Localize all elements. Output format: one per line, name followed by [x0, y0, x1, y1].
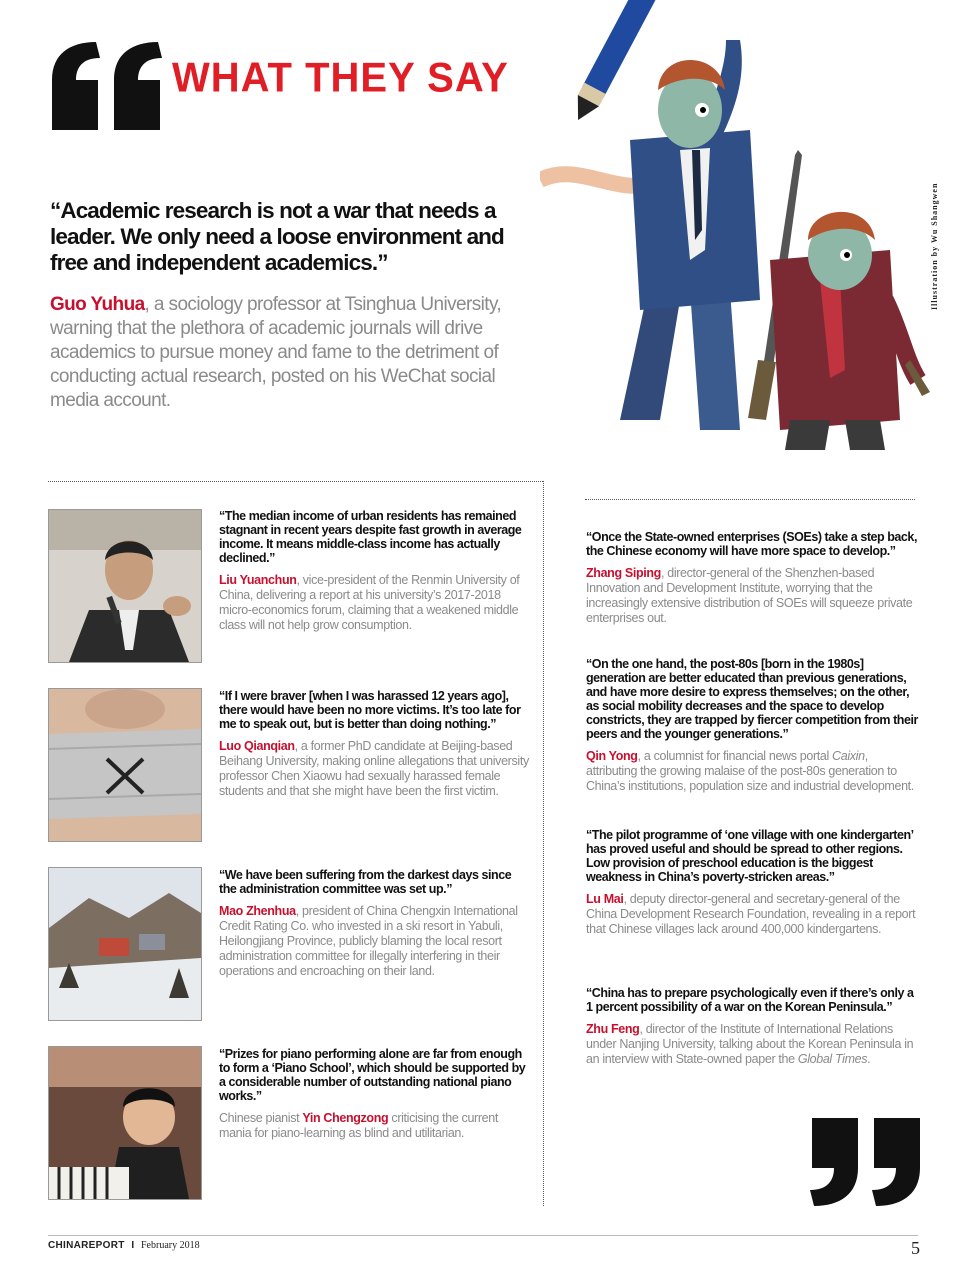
illustration — [540, 0, 940, 450]
footer-rule — [48, 1235, 918, 1236]
divider-column — [543, 481, 544, 1206]
footer-date: February 2018 — [140, 1240, 200, 1251]
right-item-quote: “Once the State-owned enterprises (SOEs) take a step back, the Chinese economy will have more space to develop.” — [586, 530, 917, 558]
left-item — [219, 868, 531, 979]
footer — [48, 1240, 200, 1251]
right-item-attribution: Zhu Feng, director of the Institute of International Relations under Nanjing University, talking about the Korean Peninsula in an interview with State-owned paper the Global Times. — [586, 1022, 914, 1066]
divider-left — [48, 481, 543, 482]
page-number: 5 — [911, 1238, 920, 1258]
illustration-credit: Illustration by Wu Shangwen — [930, 182, 939, 310]
right-item — [586, 657, 921, 794]
left-item-attribution: Luo Qianqian, a former PhD candidate at Beijing-based Beihang University, making online allegations that university professor Chen Xiaowu had sexually harassed female students and that she might have been the first victim. — [219, 739, 529, 798]
right-item-attribution: Lu Mai, deputy director-general and secretary-general of the China Development Research Foundation, revealing in a report that Chinese villages lack around 400,000 kindergartens. — [586, 892, 916, 936]
right-item — [586, 986, 921, 1067]
right-item — [586, 828, 921, 937]
left-item — [219, 1047, 531, 1141]
left-item-quote: “The median income of urban residents has remained stagnant in recent years despite fast growth in average income. It means middle-class income has actually declined.” — [219, 509, 522, 565]
left-item-quote: “Prizes for piano performing alone are far from enough to form a ‘Piano School’, which should be supported by a considerable number of outstanding national piano works.” — [219, 1047, 526, 1103]
right-item-quote: “On the one hand, the post-80s [born in the 1980s] generation are better educated than previous generations, and have more desire to express themselves; on the other, as social mobility decreases and the space to develop constricts, they are trapped by fiercer competition from their peers and the younger generations.” — [586, 657, 918, 741]
divider-right — [585, 499, 915, 500]
lead-name: Guo Yuhua — [50, 294, 145, 315]
right-item — [586, 530, 921, 626]
right-item-attribution: Zhang Siping, director-general of the Shenzhen-based Innovation and Development Institute, worrying that the increasingly extensive distribution of SOEs will squeeze private enterprises out. — [586, 566, 913, 625]
photo-mao-zhenhua — [48, 867, 202, 1021]
photo-liu-yuanchun — [48, 509, 202, 663]
right-item-attribution: Qin Yong, a columnist for financial news portal Caixin, attributing the growing malaise of the post-80s generation to China’s institutions, population size and industrial development. — [586, 749, 914, 793]
photo-yin-chengzong — [48, 1046, 202, 1200]
left-item — [219, 509, 531, 633]
left-item-quote: “If I were braver [when I was harassed 12 years ago], there would have been no more victims. It’s too late for me to speak out, but is better than doing nothing.” — [219, 689, 521, 731]
photo-luo-qianqian — [48, 688, 202, 842]
open-quote-icon — [46, 40, 168, 132]
footer-brand: CHINAREPORT — [48, 1240, 125, 1251]
left-item-quote: “We have been suffering from the darkest days since the administration committee was set up.” — [219, 868, 512, 896]
lead-attribution: Guo Yuhua, a sociology professor at Tsinghua University, warning that the plethora of academic journals will drive academics to pursue money and fame to the detriment of conducting actual research, posted on his WeChat social media account. — [50, 294, 502, 411]
footer-separator: I — [131, 1240, 135, 1251]
lead-quote: “Academic research is not a war that needs a leader. We only need a loose environment and free and independent academics.” — [50, 198, 504, 275]
left-item-attribution: Liu Yuanchun, vice-president of the Renmin University of China, delivering a report at his university’s 2017-2018 micro-economics forum, claiming that a weakened middle class will not help grow consumption. — [219, 573, 520, 632]
close-quote-icon — [806, 1116, 928, 1208]
page-title: WHAT THEY SAY — [172, 54, 509, 102]
right-item-quote: “China has to prepare psychologically even if there’s only a 1 percent possibility of a war on the Korean Peninsula.” — [586, 986, 914, 1014]
left-item-attribution: Chinese pianist Yin Chengzong criticising the current mania for piano-learning as blind and utilitarian. — [219, 1111, 498, 1140]
left-item — [219, 689, 531, 799]
right-item-quote: “The pilot programme of ‘one village with one kindergarten’ has proved useful and should be spread to other regions. Low provision of preschool education is the biggest weakness in China’s poverty-stricken areas.” — [586, 828, 913, 884]
left-item-attribution: Mao Zhenhua, president of China Chengxin International Credit Rating Co. who invested in a ski resort in Yabuli, Heilongjiang Province, publicly blaming the local resort administration committee for illegally interfering in their operations and encroaching on their land. — [219, 904, 518, 978]
